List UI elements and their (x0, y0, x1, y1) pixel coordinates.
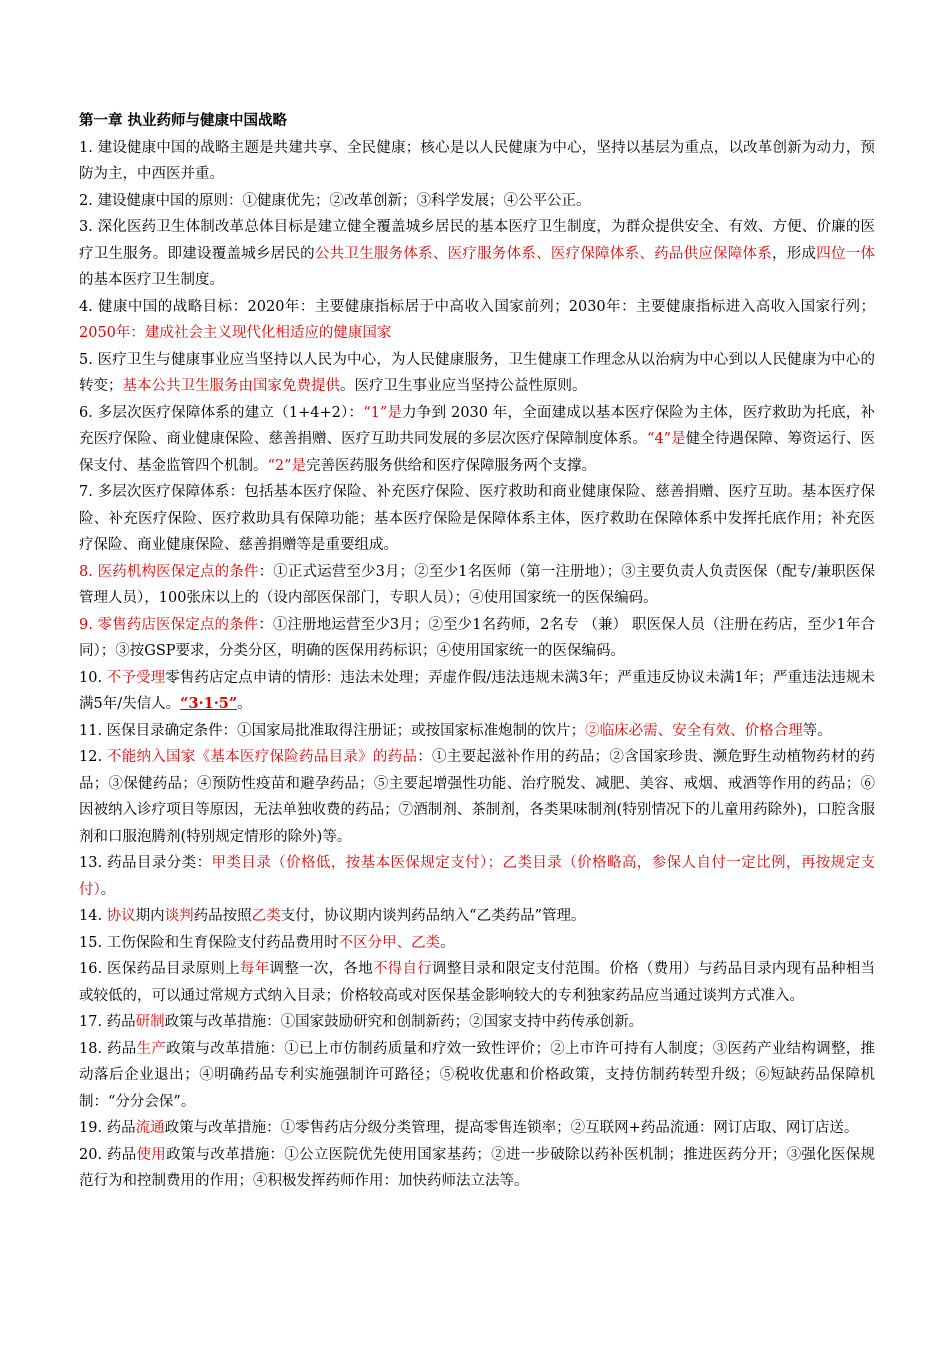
text-run: 5. 医疗卫生与健康事业应当坚持以人民为中心，为人民健康服务，卫生健康工作理念从以治病为中心到以人民健康为中心的转变； (79, 351, 875, 394)
text-run: 支付，协议期内谈判药品纳入“乙类药品”管理。 (280, 908, 586, 924)
text-run: 零售药店定点申请的情形：违法未处理；弄虚作假/违法违规未满3年；严重违反协议未满1年；严重违法违规未满5年/失信人。 (79, 669, 875, 712)
text-run: 政策与改革措施：①零售药店分级分类管理，提高零售连锁率；②互联网+药品流通：网订店取、网订店送。 (164, 1120, 859, 1136)
text-run: 11. 医保目录确定条件：①国家局批准取得注册证；或按国家标准炮制的饮片； (79, 722, 586, 739)
list-item (79, 850, 875, 903)
highlighted-text: “1”是 (363, 404, 403, 421)
text-run: 。 (100, 881, 116, 898)
text-run: 药品按照 (193, 908, 252, 924)
highlighted-text: 乙类 (251, 908, 281, 924)
list-item (79, 612, 875, 665)
list-item (79, 559, 875, 612)
document-page (79, 108, 875, 1195)
text-run: 12. (79, 749, 107, 765)
text-run: 。医疗卫生事业应当坚持公益性原则。 (340, 378, 587, 394)
text-run: 2. 建设健康中国的原则：①健康优先；②改革创新；③科学发展；④公平公正。 (79, 192, 591, 209)
text-run: 17. 药品 (79, 1014, 136, 1030)
text-run: 政策与改革措施：①已上市仿制药质量和疗效一致性评价；②上市许可持有人制度；③医药产业结构调整，推动落后企业退出；④明确药品专利实施强制许可路径；⑤税收优惠和价格政策，支持仿制药转型升级；⑥短缺药品保障机制：“分分会保”。 (79, 1040, 876, 1110)
list-item (79, 956, 875, 1009)
text-run: ：①正式运营至少3月；②至少1名医师（第一注册地）；③主要负责人负责医保（配专/兼职医保管理人员），100张床以上的（设内部医保部门，专职人员）；④使用国家统一的医保编码。 (79, 563, 875, 606)
highlighted-text: 2050年：建成社会主义现代化相适应的健康国家 (79, 325, 392, 341)
text-run: 力争到 2030 年，全面建成以基本医疗保险为主体，医疗救助为托底，补充医疗保险、商业健康保险、慈善捐赠、医疗互助共同发展的多层次医疗保障制度体系。 (79, 404, 875, 447)
text-run: 调整目录和限定支付范围。价格（费用）与药品目录内现有品种相当或较低的，可以通过常规方式纳入目录；价格较高或对医保基金影响较大的专利独家药品应当通过谈判方式准入。 (79, 961, 876, 1004)
text-run: 的基本医疗卫生制度。 (79, 272, 224, 288)
list-item (79, 479, 875, 559)
highlighted-text: 流通 (135, 1120, 165, 1136)
text-run: 政策与改革措施：①国家鼓励研究和创制新药；②国家支持中药传承创新。 (164, 1014, 644, 1030)
highlighted-text: 8. 医药机构医保定点的条件 (79, 563, 259, 580)
list-item (79, 188, 875, 215)
text-run: 7. 多层次医疗保障体系：包括基本医疗保险、补充医疗保险、医疗救助和商业健康保险、慈善捐赠、医疗互助。基本医疗保险、补充医疗保险、医疗救助具有保障功能；基本医疗保险是保障体系主体，医疗救助在保障体系中发挥托底作用；补充医疗保险、商业健康保险、慈善捐赠等是重要组成。 (79, 484, 875, 553)
highlighted-text: “2”是 (267, 457, 307, 474)
highlighted-text: 甲类目录（价格低，按基本医保规定支付）；乙类目录（价格略高，参保人自付一定比例，再按规定支付） (79, 855, 876, 898)
text-run: 15. 工伤保险和生育保险支付药品费用时 (79, 934, 339, 951)
highlighted-text: 不能纳入国家《基本医疗保险药品目录》的药品 (106, 749, 418, 765)
highlighted-text: 四位一体 (816, 245, 876, 262)
text-run: 政策与改革措施：①公立医院优先使用国家基药；②进一步破除以药补医机制；推进医药分开；③强化医保规范行为和控制费用的作用；④积极发挥药师作用：加快药师法立法等。 (79, 1146, 876, 1189)
highlighted-text: 不予受理 (106, 669, 166, 686)
list-item (79, 903, 875, 930)
text-run: 健全待遇保障、筹资运行、医保支付、基金监管四个机制。 (79, 431, 875, 474)
highlighted-text: 谈判 (164, 908, 194, 924)
list-item (79, 1142, 875, 1195)
text-run: 期内 (135, 908, 165, 924)
list-item (79, 1009, 875, 1036)
text-run: 13. 药品目录分类： (79, 855, 212, 871)
text-run: 6. 多层次医疗保障体系的建立（1+4+2）： (79, 404, 364, 421)
text-run: 调整一次，各地 (269, 961, 373, 977)
text-run: 。 (440, 934, 455, 951)
highlighted-text: ②临床必需、安全有效、价格合理 (585, 722, 803, 739)
highlighted-text: 公共卫生服务体系、医疗服务体系、医疗保障体系、药品供应保障体系 (314, 245, 773, 262)
text-run: ：①主要起滋补作用的药品；②含国家珍贵、濒危野生动植物药材的药品；③保健药品；④预防性疫苗和避孕药品；⑤主要起增强性功能、治疗脱发、减肥、美容、戒烟、戒酒等作用的药品；⑥因被纳入诊疗项目等原因，无法单独收费的药品；⑦酒制剂、茶制剂，各类果味制剂(特别情况下的儿童用药除外)，口腔含服剂和口服泡腾剂(特别规定情形的除外)等。 (79, 749, 876, 845)
highlighted-text: 研制 (135, 1014, 165, 1030)
text-run: 。 (237, 696, 252, 712)
list-item (79, 400, 875, 480)
text-run: 14. (79, 908, 107, 924)
text-run: 4. 健康中国的战略目标：2020年：主要健康指标居于中高收入国家前列；2030年：主要健康指标进入高收入国家行列； (79, 298, 875, 315)
list-item (79, 135, 875, 188)
highlighted-text: 基本公共卫生服务由国家免费提供 (122, 378, 340, 394)
highlighted-text: 不区分甲、乙类 (338, 934, 441, 951)
text-run: 等。 (802, 722, 832, 739)
list-item (79, 930, 875, 957)
list-item (79, 347, 875, 400)
list-item (79, 294, 875, 347)
highlighted-text: “3·1·5” (180, 695, 238, 712)
list-item (79, 214, 875, 294)
list-item (79, 744, 875, 850)
list-item (79, 1036, 875, 1116)
text-run: 1. 建设健康中国的战略主题是共建共享、全民健康；核心是以人民健康为中心，坚持以基层为重点，以改革创新为动力，预防为主，中西医并重。 (79, 139, 875, 182)
text-run: 完善医药服务供给和医疗保障服务两个支撑。 (306, 457, 597, 474)
highlighted-text: 协议 (106, 908, 136, 924)
item-list (79, 135, 875, 1195)
text-run: ，形成 (772, 245, 817, 262)
text-run: 16. 医保药品目录原则上 (79, 961, 240, 977)
text-run: 3. 深化医药卫生体制改革总体目标是建立健全覆盖城乡居民的基本医疗卫生制度，为群众提供安全、有效、方便、价廉的医疗卫生服务。即建设覆盖城乡居民的 (79, 219, 875, 262)
highlighted-text: 不得自行 (372, 961, 433, 977)
text-run: 20. 药品 (79, 1146, 137, 1163)
list-item (79, 718, 875, 745)
highlighted-text: 使用 (136, 1146, 167, 1163)
text-run: 10. (79, 669, 107, 686)
text-run: ：①注册地运营至少3月；②至少1名药师，2名专 （兼） 职医保人员（注册在药店，至少1年合同）；③按GSP要求，分类分区，明确的医保用药标识；④使用国家统一的医保编码。 (79, 616, 875, 659)
highlighted-text: 9. 零售药店医保定点的条件 (79, 616, 259, 633)
highlighted-text: “4”是 (647, 431, 686, 447)
list-item (79, 665, 875, 718)
text-run: 19. 药品 (79, 1120, 136, 1136)
highlighted-text: 每年 (239, 961, 270, 977)
text-run: 18. 药品 (79, 1040, 137, 1057)
chapter-title: 第一章 执业药师与健康中国战略 (79, 112, 288, 129)
list-item (79, 1115, 875, 1142)
highlighted-text: 生产 (136, 1040, 167, 1057)
